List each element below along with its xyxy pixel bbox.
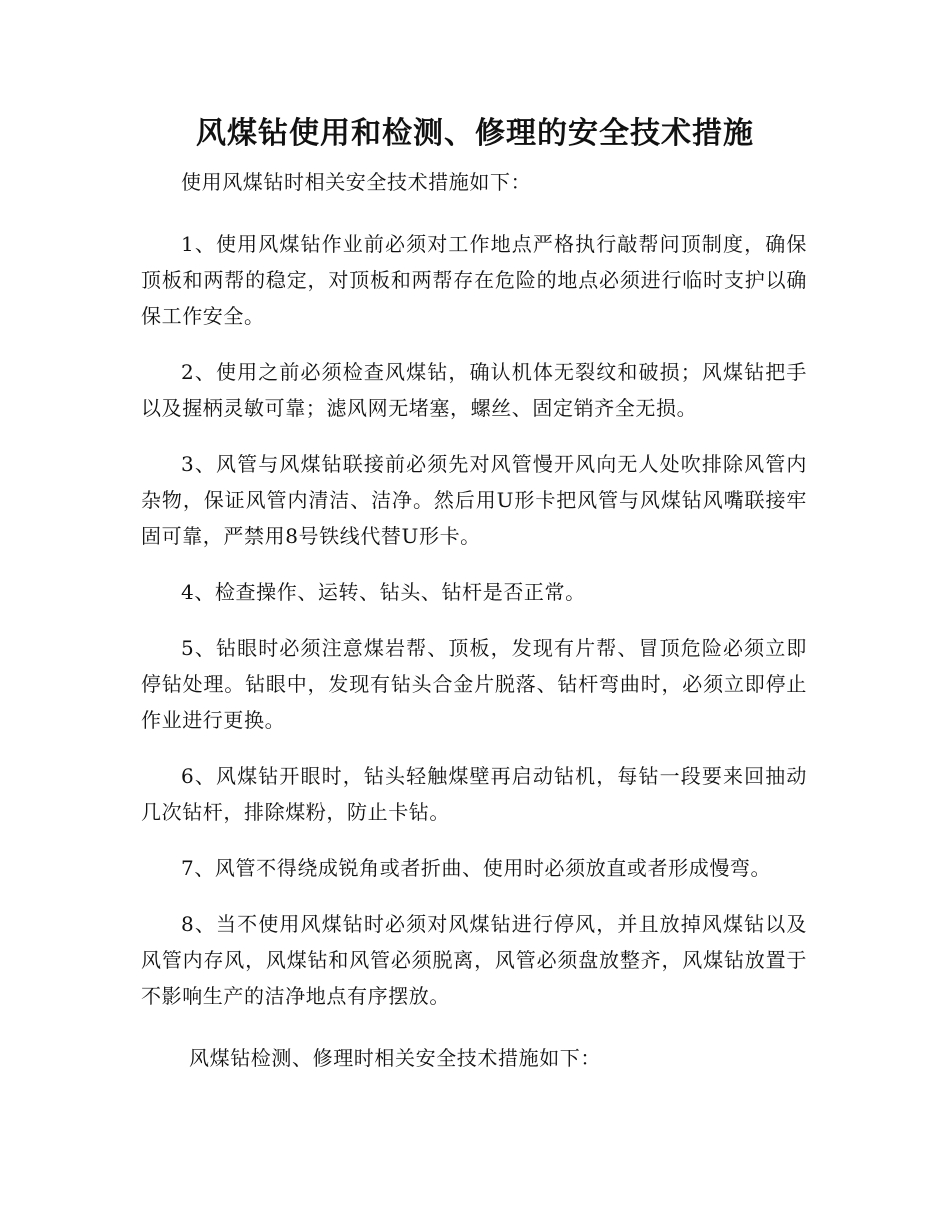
measure-item-8: 8、当不使用风煤钻时必须对风煤钻进行停风，并且放掉风煤钻以及风管内存风，风煤钻和风管必须脱离，风管必须盘放整齐，风煤钻放置于不影响生产的洁净地点有序摆放。 (141, 912, 807, 1008)
measure-item-4: 4、检查操作、运转、钻头、钻杆是否正常。 (181, 580, 586, 604)
measure-item-6: 6、风煤钻开眼时，钻头轻触煤壁再启动钻机，每钻一段要来回抽动几次钻杆，排除煤粉，防止卡钻。 (141, 764, 807, 824)
measure-item-1: 1、使用风煤钻作业前必须对工作地点严格执行敲帮问顶制度，确保顶板和两帮的稳定，对顶板和两帮存在危险的地点必须进行临时支护以确保工作安全。 (141, 232, 807, 328)
measure-item-3: 3、风管与风煤钻联接前必须先对风管慢开风向无人处吹排除风管内杂物，保证风管内清洁、洁净。然后用U形卡把风管与风煤钻风嘴联接牢固可靠，严禁用8号铁线代替U形卡。 (141, 452, 807, 548)
closing-paragraph: 风煤钻检测、修理时相关安全技术措施如下： (189, 1046, 601, 1070)
measure-item-2: 2、使用之前必须检查风煤钻，确认机体无裂纹和破损；风煤钻把手以及握柄灵敏可靠；滤风网无堵塞，螺丝、固定销齐全无损。 (141, 360, 807, 420)
measure-item-5: 5、钻眼时必须注意煤岩帮、顶板，发现有片帮、冒顶危险必须立即停钻处理。钻眼中，发现有钻头合金片脱落、钻杆弯曲时，必须立即停止作业进行更换。 (141, 636, 807, 732)
document-body (141, 164, 807, 1096)
measure-item-7: 7、风管不得绕成锐角或者折曲、使用时必须放直或者形成慢弯。 (181, 856, 772, 880)
intro-paragraph: 使用风煤钻时相关安全技术措施如下： (181, 170, 532, 194)
document-title: 风煤钻使用和检测、修理的安全技术措施 (196, 116, 754, 151)
